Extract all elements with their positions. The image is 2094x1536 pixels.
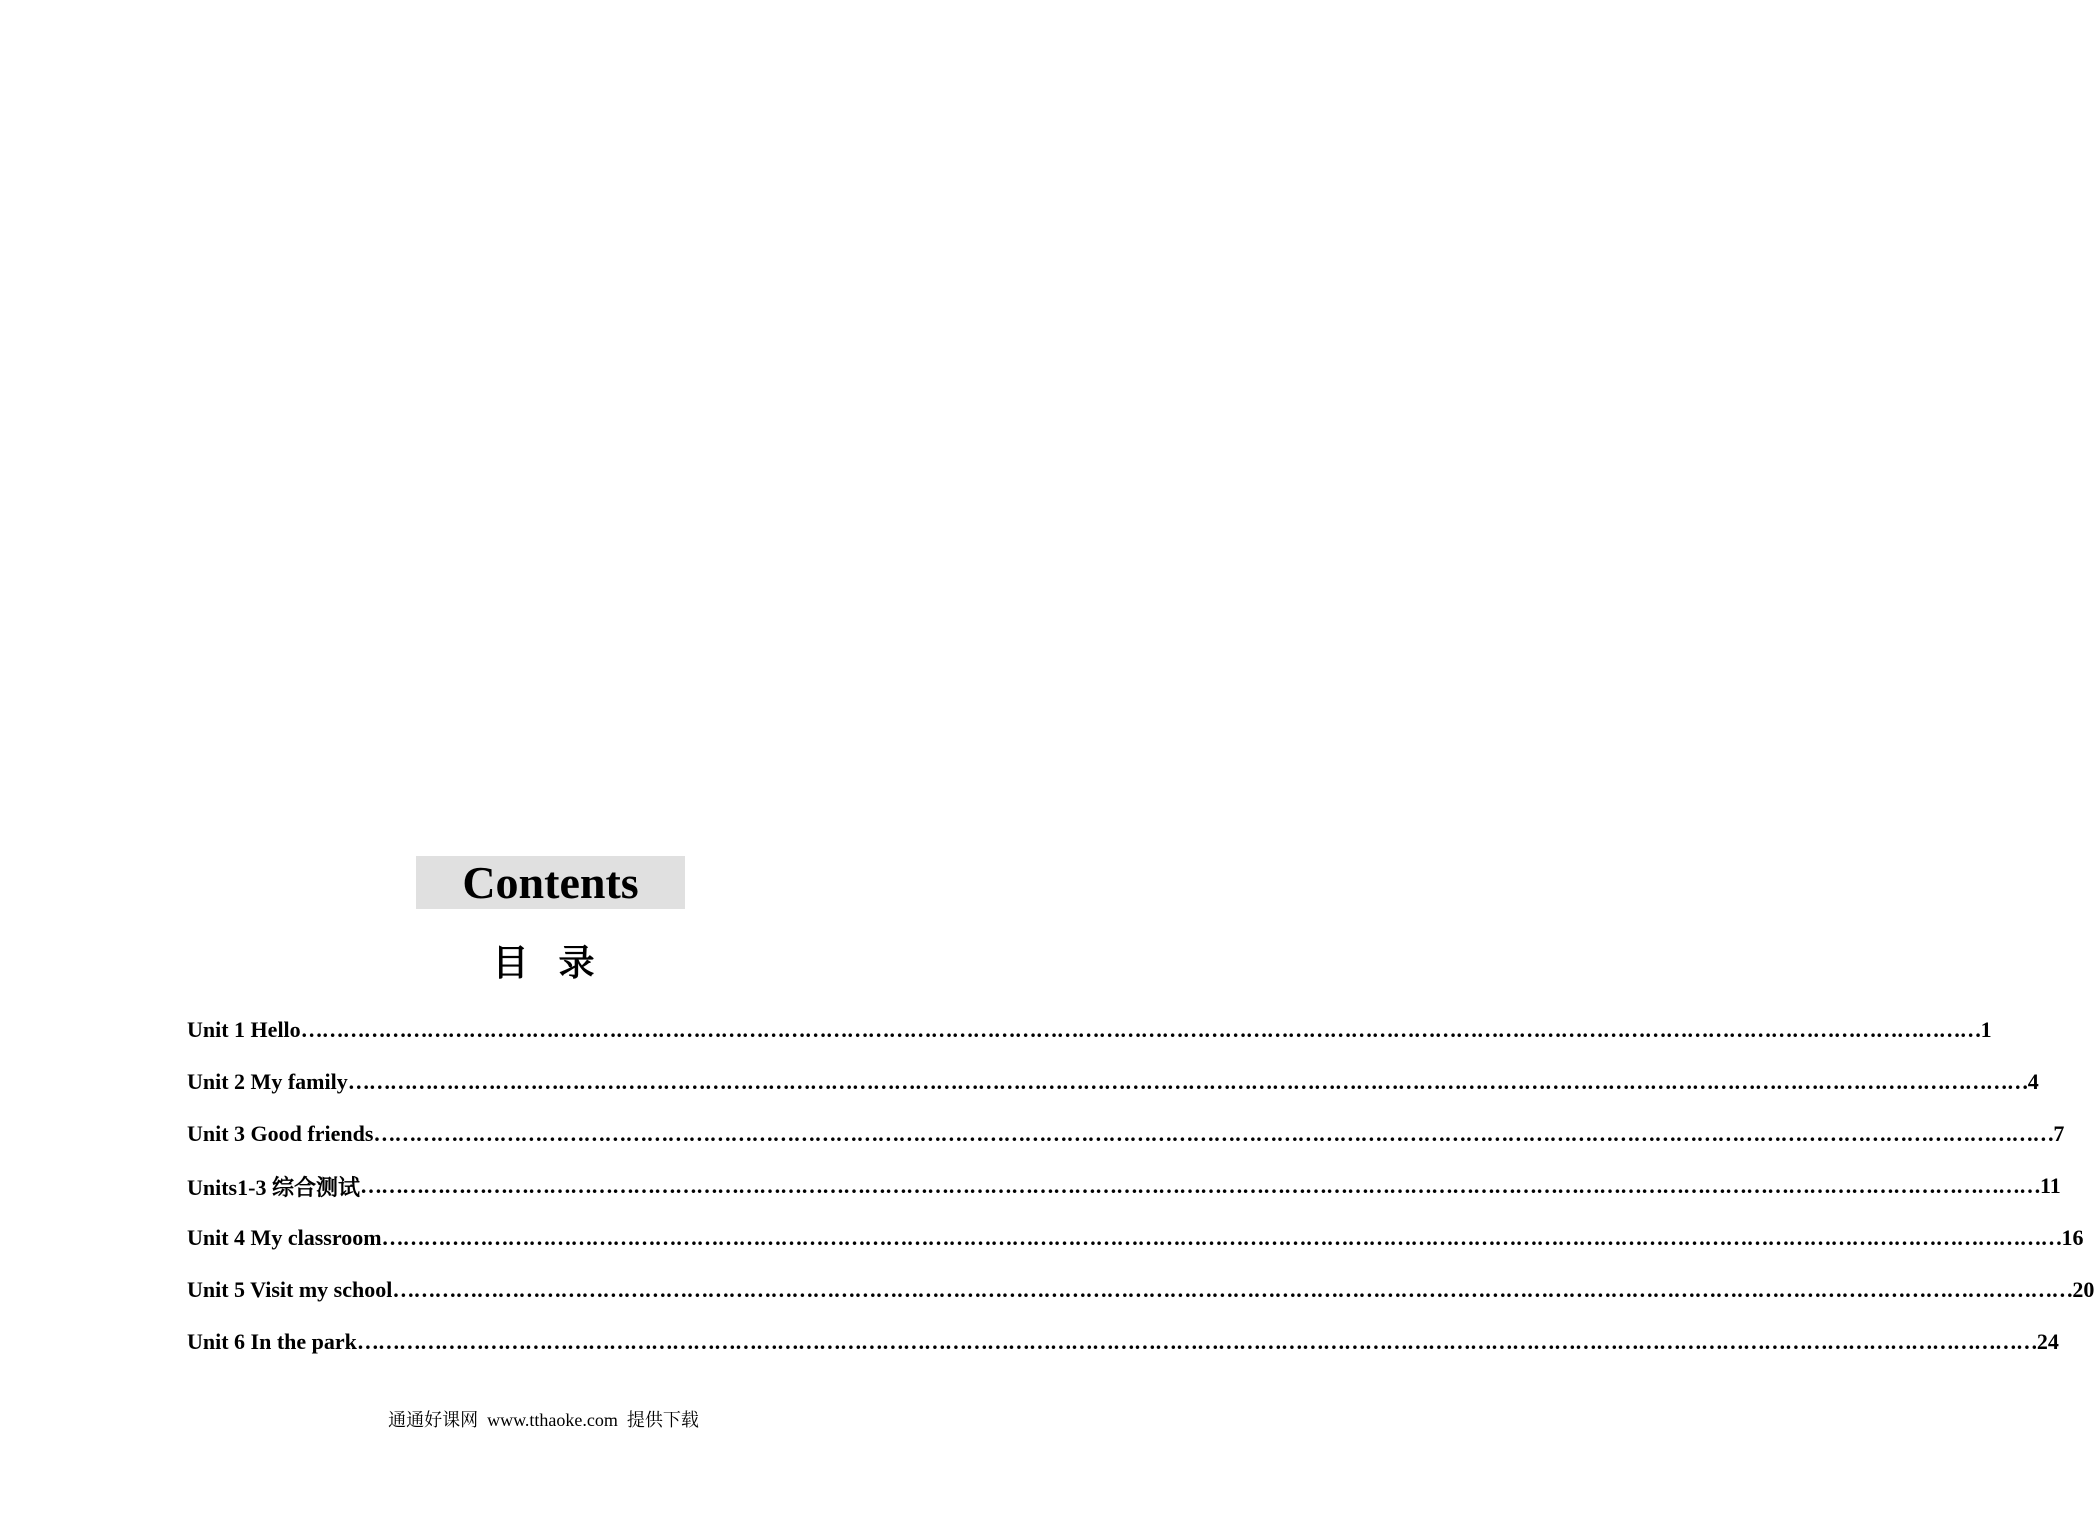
toc-entry-label: Unit 4 My classroom — [187, 1225, 382, 1250]
toc-dot-leader: …………………………………………………………………………………………………………………………………………………………………………………………………………………… — [347, 1069, 2028, 1094]
toc-entry[interactable] — [187, 1160, 2061, 1212]
toc-entry[interactable] — [187, 1264, 2094, 1316]
toc-dot-leader: …………………………………………………………………………………………………………………………………………………………………………………………………………………… — [356, 1329, 2037, 1354]
footer-source-note: 通通好课网 www.tthaoke.com 提供下载 — [388, 1410, 699, 1430]
toc-dot-leader: …………………………………………………………………………………………………………………………………………………………………………………………………………………… — [392, 1277, 2073, 1302]
toc-entry[interactable] — [187, 1004, 1992, 1056]
toc-dot-leader: …………………………………………………………………………………………………………………………………………………………………………………………………………………… — [359, 1173, 2040, 1198]
toc-entry-page: 20 — [2072, 1277, 2094, 1302]
toc-entry-page: 16 — [2061, 1225, 2084, 1250]
toc-entry-page: 1 — [1980, 1017, 1992, 1042]
toc-entry-label: Units1-3 综合测试 — [187, 1174, 360, 1200]
toc-dot-leader: …………………………………………………………………………………………………………………………………………………………………………………………………………………… — [300, 1017, 1981, 1042]
contents-subtitle: 目录 — [492, 943, 625, 984]
toc-entry-label: Unit 2 My family — [187, 1069, 348, 1094]
toc-entry[interactable] — [187, 1212, 2084, 1264]
toc-entry-page: 4 — [2027, 1069, 2039, 1094]
toc-entry-label: Unit 1 Hello — [187, 1017, 301, 1042]
table-of-contents — [187, 1004, 2094, 1368]
toc-entry-label: Unit 6 In the park — [187, 1329, 357, 1354]
toc-dot-leader: …………………………………………………………………………………………………………………………………………………………………………………………………………………… — [373, 1121, 2054, 1146]
toc-dot-leader: …………………………………………………………………………………………………………………………………………………………………………………………………………………… — [381, 1225, 2062, 1250]
toc-entry-page: 7 — [2053, 1121, 2065, 1146]
toc-entry-label: Unit 5 Visit my school — [187, 1277, 393, 1302]
toc-entry[interactable] — [187, 1056, 2039, 1108]
toc-entry[interactable] — [187, 1108, 2065, 1160]
toc-entry-page: 11 — [2039, 1173, 2061, 1198]
toc-entry-page: 24 — [2036, 1329, 2059, 1354]
toc-entry[interactable] — [187, 1316, 2059, 1368]
contents-title-box — [416, 856, 685, 909]
toc-entry-label: Unit 3 Good friends — [187, 1121, 374, 1146]
contents-title: Contents — [462, 857, 639, 908]
